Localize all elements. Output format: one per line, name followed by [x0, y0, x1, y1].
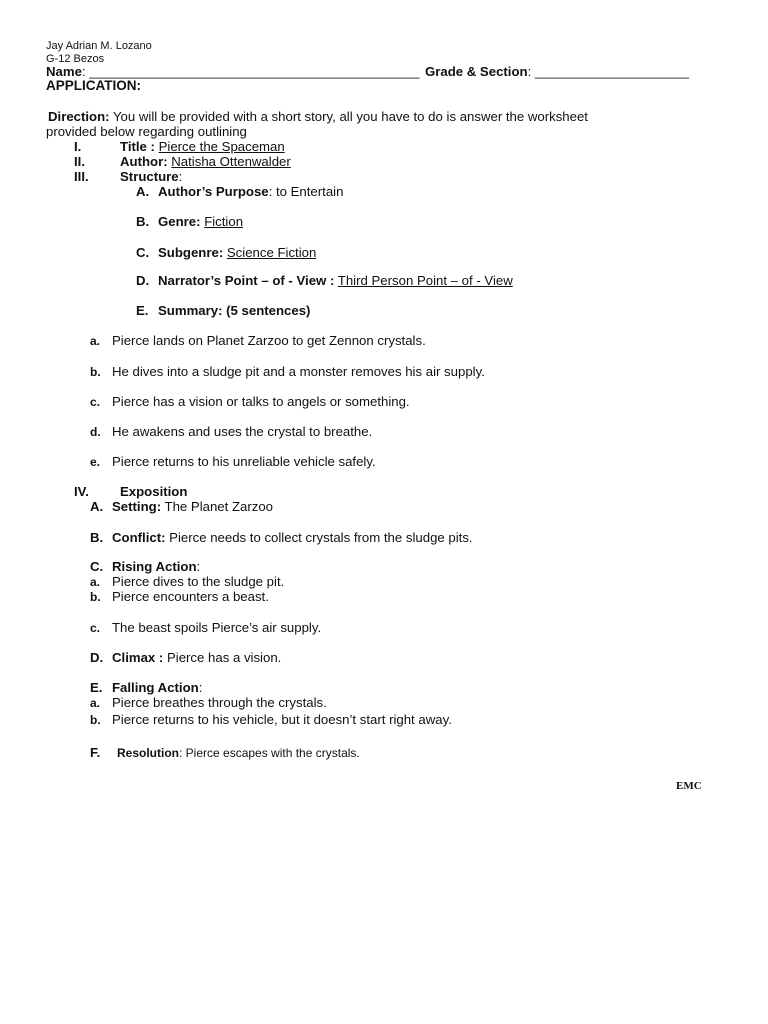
author-value: Natisha Ottenwalder	[171, 154, 291, 169]
roman-numeral: I.	[74, 139, 82, 154]
item-letter: a.	[90, 575, 101, 589]
roman-numeral: III.	[74, 169, 89, 184]
item-letter: c.	[90, 621, 101, 635]
structure-genre	[136, 214, 243, 229]
exposition-label: Exposition	[120, 484, 188, 499]
purpose-value: : to Entertain	[268, 184, 344, 199]
item-letter: c.	[90, 395, 101, 409]
outline-author	[74, 154, 291, 169]
climax-label: Climax :	[112, 650, 164, 665]
exposition-climax	[90, 650, 281, 665]
name-line	[46, 64, 689, 79]
item-letter: B.	[90, 530, 104, 545]
list-item	[90, 695, 327, 711]
list-item	[90, 620, 321, 636]
subgenre-label: Subgenre:	[158, 245, 224, 260]
item-letter: D.	[90, 650, 104, 665]
item-letter: C.	[136, 245, 150, 260]
section-line: G-12 Bezos	[46, 53, 105, 65]
item-letter: D.	[136, 273, 150, 288]
list-item	[90, 574, 284, 590]
grade-blank: : _____________________	[527, 64, 689, 79]
grade-label: Grade & Section	[424, 64, 528, 79]
author-name: Jay Adrian M. Lozano	[46, 40, 152, 52]
subgenre-value: Science Fiction	[226, 245, 317, 260]
item-letter: d.	[90, 425, 101, 439]
rising-colon: :	[196, 559, 201, 574]
name-blank: : _____________________________________________	[81, 64, 420, 79]
setting-label: Setting:	[112, 499, 162, 514]
structure-purpose	[136, 184, 343, 199]
footer-mark: EMC	[676, 780, 702, 792]
genre-value: Fiction	[204, 214, 244, 229]
item-letter: b.	[90, 590, 101, 604]
direction-line-2: provided below regarding outlining	[46, 124, 247, 139]
item-letter: F.	[90, 745, 101, 760]
item-text: Pierce dives to the sludge pit.	[112, 574, 285, 589]
pov-value: Third Person Point – of - View	[337, 273, 513, 288]
list-item	[90, 424, 372, 440]
conflict-label: Conflict:	[112, 530, 166, 545]
list-item	[90, 712, 452, 728]
item-letter: b.	[90, 365, 101, 379]
item-letter: a.	[90, 334, 101, 348]
item-text: Pierce encounters a beast.	[112, 589, 269, 604]
structure-summary	[136, 303, 310, 318]
resolution-label: Resolution	[117, 746, 179, 760]
title-label: Title :	[120, 139, 155, 154]
outline-structure	[74, 169, 182, 184]
outline-exposition	[74, 484, 187, 499]
item-text: Pierce returns to his unreliable vehicle safely.	[112, 454, 376, 469]
title-value: Pierce the Spaceman	[158, 139, 285, 154]
genre-label: Genre:	[158, 214, 201, 229]
falling-label: Falling Action	[112, 680, 199, 695]
item-text: Pierce has a vision or talks to angels or something.	[112, 394, 410, 409]
pov-label: Narrator’s Point – of - View :	[158, 273, 335, 288]
item-letter: e.	[90, 455, 101, 469]
purpose-label: Author’s Purpose	[158, 184, 269, 199]
item-letter: A.	[90, 499, 104, 514]
item-letter: A.	[136, 184, 150, 199]
item-text: Pierce returns to his vehicle, but it doesn’t start right away.	[112, 712, 452, 727]
name-label: Name	[46, 64, 82, 79]
structure-colon: :	[178, 169, 183, 184]
falling-colon: :	[198, 680, 203, 695]
resolution-value: : Pierce escapes with the crystals.	[179, 746, 360, 760]
author-label: Author:	[120, 154, 168, 169]
item-text: Pierce lands on Planet Zarzoo to get Zennon crystals.	[112, 333, 426, 348]
rising-label: Rising Action	[112, 559, 197, 574]
roman-numeral: IV.	[74, 484, 89, 499]
item-text: He dives into a sludge pit and a monster removes his air supply.	[112, 364, 485, 379]
page-heading: APPLICATION:	[46, 78, 141, 93]
structure-subgenre	[136, 245, 316, 260]
direction-line-1	[48, 109, 588, 124]
summary-label: Summary: (5 sentences)	[158, 303, 311, 318]
list-item	[90, 589, 269, 605]
direction-text-1: You will be provided with a short story, all you have to do is answer the worksheet	[109, 109, 588, 124]
item-text: The beast spoils Pierce’s air supply.	[112, 620, 322, 635]
climax-value: Pierce has a vision.	[163, 650, 282, 665]
exposition-falling	[90, 680, 202, 695]
exposition-rising	[90, 559, 200, 574]
outline-title	[74, 139, 285, 154]
list-item	[90, 454, 376, 470]
item-letter: b.	[90, 713, 101, 727]
roman-numeral: II.	[74, 154, 85, 169]
exposition-conflict	[90, 530, 473, 545]
item-letter: E.	[90, 680, 103, 695]
direction-label: Direction:	[48, 109, 110, 124]
conflict-value: Pierce needs to collect crystals from the sludge pits.	[165, 530, 473, 545]
list-item	[90, 394, 410, 410]
item-text: He awakens and uses the crystal to breathe.	[112, 424, 373, 439]
exposition-setting	[90, 499, 273, 514]
item-text: Pierce breathes through the crystals.	[112, 695, 327, 710]
list-item	[90, 364, 485, 380]
item-letter: a.	[90, 696, 101, 710]
list-item	[90, 333, 426, 349]
item-letter: C.	[90, 559, 104, 574]
exposition-resolution	[90, 745, 360, 761]
item-letter: B.	[136, 214, 150, 229]
item-letter: E.	[136, 303, 149, 318]
setting-value: The Planet Zarzoo	[161, 499, 274, 514]
structure-label: Structure	[120, 169, 179, 184]
structure-pov	[136, 273, 513, 288]
